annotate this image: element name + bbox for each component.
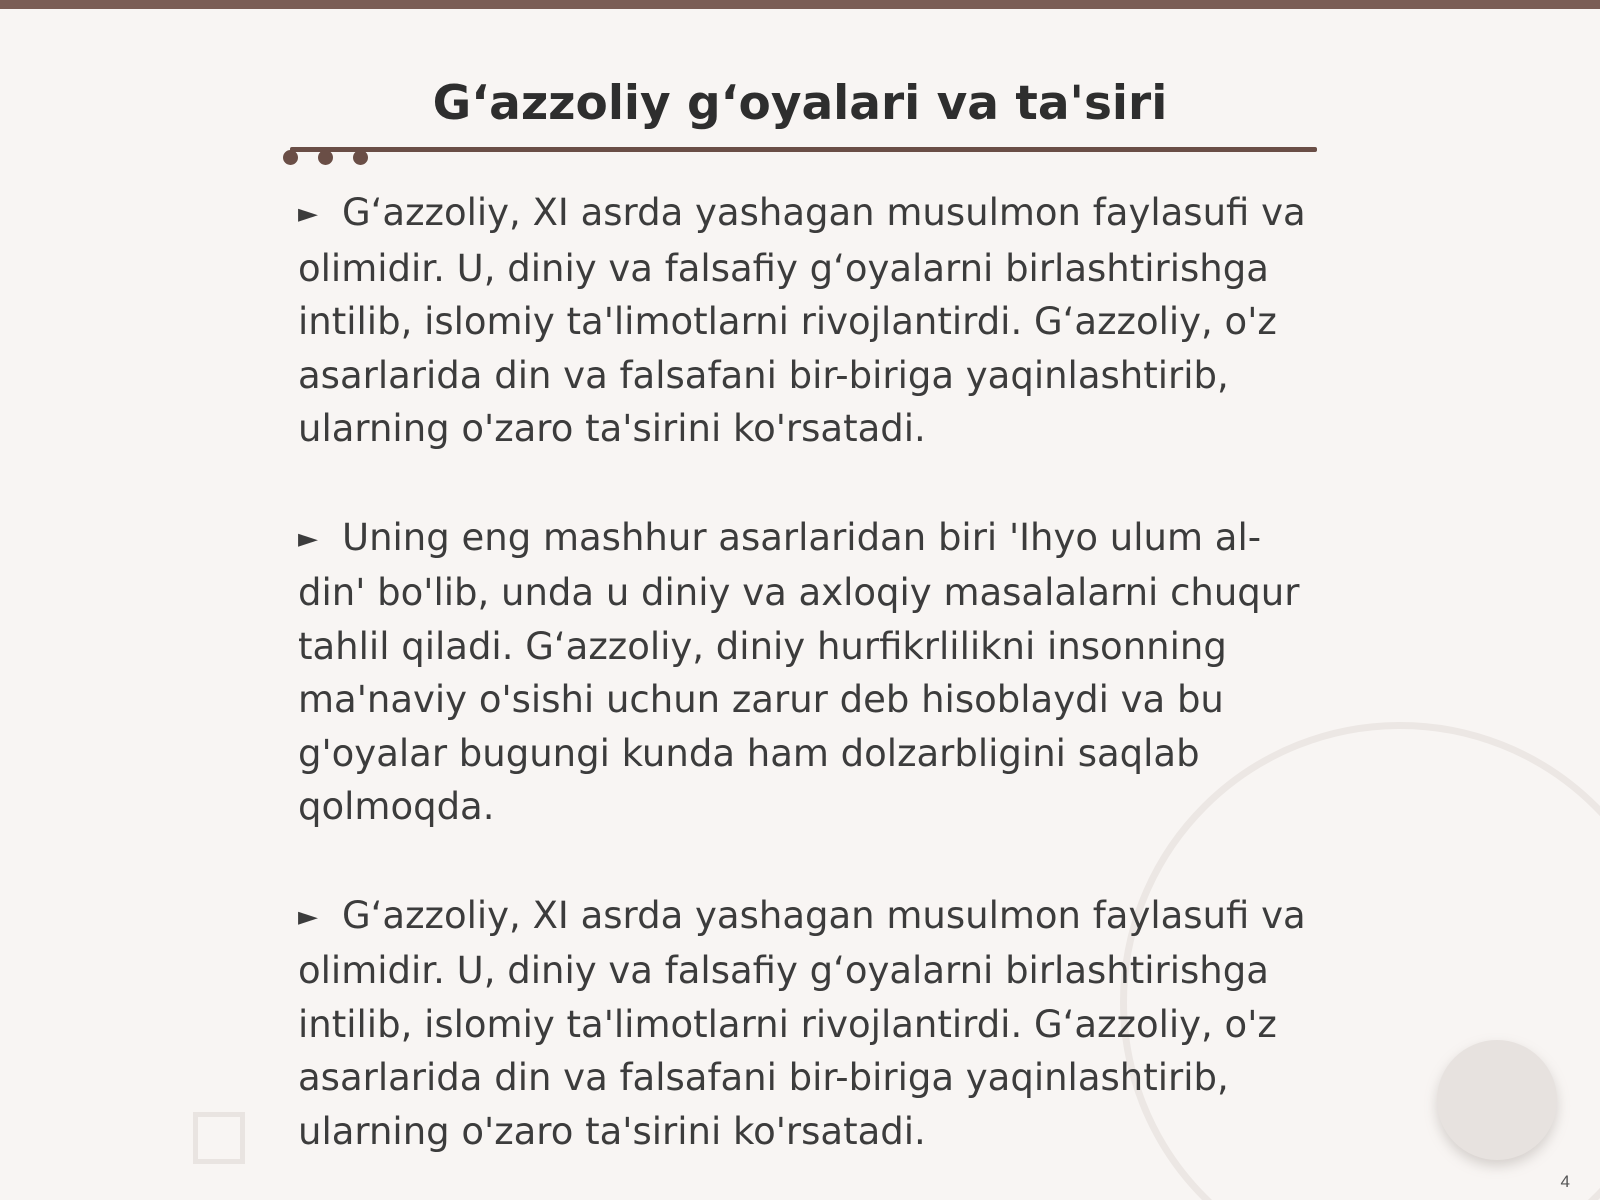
decorative-disc xyxy=(1437,1040,1557,1160)
bullet-paragraph-2 xyxy=(298,511,1310,834)
paragraph-text: G‘azzoliy, XI asrda yashagan musulmon faylasufi va olimidir. U, diniy va falsafiy g‘oyalarni birlashtirishga intilib, islomiy ta'limotlarni rivojlantirdi. G‘azzoliy, o'z asarlarida din va falsafani bir-biriga yaqinlashtirib, ularning o'zaro ta'sirini ko'rsatadi. xyxy=(298,191,1306,450)
title-dot-1 xyxy=(283,150,298,165)
paragraph-text: G‘azzoliy, XI asrda yashagan musulmon faylasufi va olimidir. U, diniy va falsafiy g‘oyalarni birlashtirishga intilib, islomiy ta'limotlarni rivojlantirdi. G‘azzoliy, o'z asarlarida din va falsafani bir-biriga yaqinlashtirib, ularning o'zaro ta'sirini ko'rsatadi. xyxy=(298,893,1306,1153)
title-dot-3 xyxy=(353,150,368,165)
title-underline xyxy=(290,147,1317,152)
title-dot-2 xyxy=(318,150,333,165)
bullet-paragraph-1 xyxy=(298,186,1310,456)
bullet-arrow-icon: ► xyxy=(298,199,318,229)
top-accent-bar xyxy=(0,0,1600,9)
decorative-square xyxy=(193,1112,245,1164)
page-number: 4 xyxy=(1560,1172,1570,1191)
paragraph-text: Uning eng mashhur asarlaridan biri 'Ihyo ulum al-din' bo'lib, unda u diniy va axloqiy masalalarni chuqur tahlil qiladi. G‘azzoliy, diniy hurfikrlilikni insonning ma'naviy o'sishi uchun zarur deb hisoblaydi va bu g'oyalar bugungi kunda ham dolzarbligini saqlab qolmoqda. xyxy=(298,515,1300,828)
bullet-paragraph-3 xyxy=(298,889,1310,1159)
slide-body xyxy=(298,186,1310,1200)
bullet-arrow-icon: ► xyxy=(298,523,318,554)
slide-title: G‘azzoliy g‘oyalari va ta'siri xyxy=(432,76,1168,131)
bullet-arrow-icon: ► xyxy=(298,901,318,932)
